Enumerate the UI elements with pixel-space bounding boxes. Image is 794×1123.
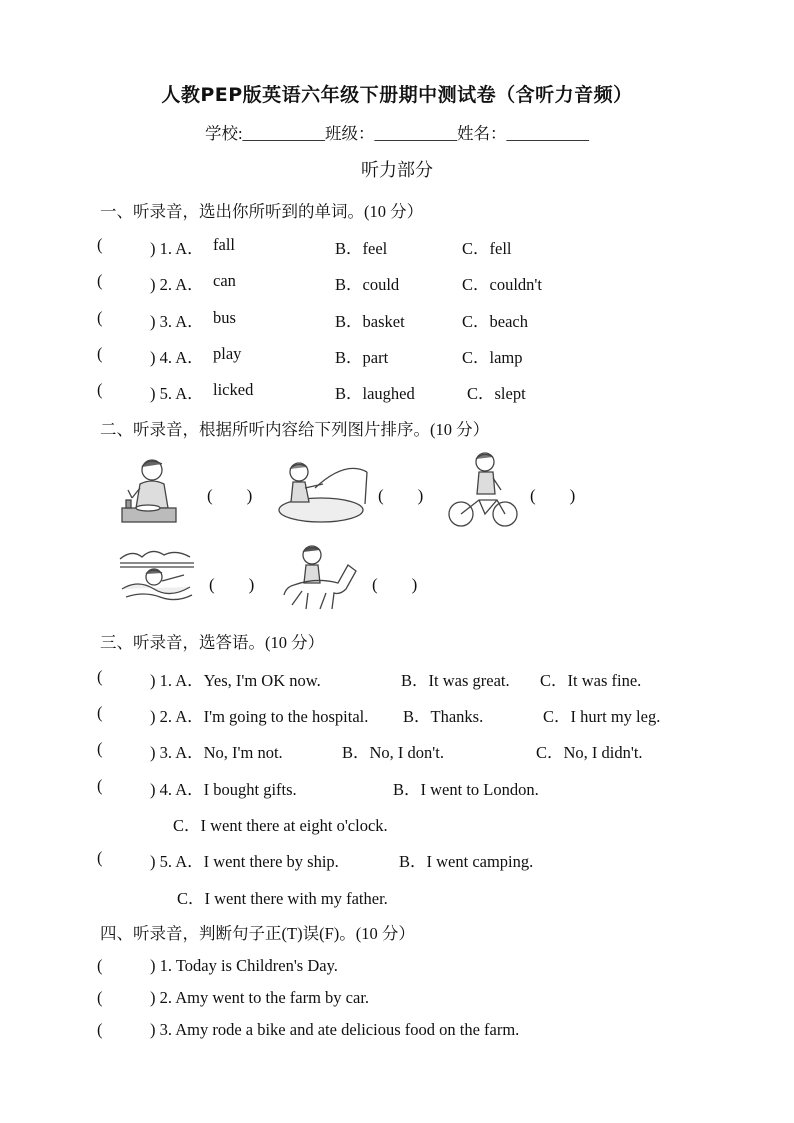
option-a-line: ) 3. A．No, I'm not. (150, 743, 283, 762)
order-slot-3[interactable]: ( ) (530, 486, 576, 505)
answer-paren[interactable]: ( (97, 308, 103, 327)
section2-heading: 二、听录音，根据所听内容给下列图片排序。(10 分） (100, 420, 490, 439)
option-c: C．couldn't (462, 275, 542, 294)
option-a: can (213, 271, 236, 290)
option-b: B．It was great. (401, 671, 510, 690)
question-number: ) 2. A． (150, 275, 204, 294)
answer-paren[interactable]: ( (97, 988, 103, 1007)
option-a: bus (213, 308, 236, 327)
option-c: C．fell (462, 239, 512, 258)
option-b: B．laughed (335, 384, 415, 403)
section1-heading: 一、听录音，选出你所听到的单词。(10 分） (100, 202, 424, 221)
answer-paren[interactable]: ( (97, 1020, 103, 1039)
boy-riding-bike-picture (445, 450, 521, 530)
order-slot-4[interactable]: ( ) (209, 575, 255, 594)
option-c: C．It was fine. (540, 671, 642, 690)
option-c: C．I went there with my father. (177, 889, 388, 908)
option-c: C．lamp (462, 348, 523, 367)
answer-paren[interactable]: ( (97, 739, 103, 758)
option-a-line: ) 2. A．I'm going to the hospital. (150, 707, 369, 726)
answer-paren[interactable]: ( (97, 271, 103, 290)
option-c: C．slept (467, 384, 526, 403)
option-b: B．part (335, 348, 389, 367)
option-c: C．beach (462, 312, 528, 331)
student-info-line: 学校:__________班级：__________姓名：__________ (204, 124, 590, 143)
answer-paren[interactable]: ( (97, 344, 103, 363)
option-c: C．No, I didn't. (536, 743, 643, 762)
order-slot-5[interactable]: ( ) (372, 575, 418, 594)
statement-text: ) 2. Amy went to the farm by car. (150, 988, 370, 1007)
boy-swimming-picture (118, 545, 198, 607)
answer-paren[interactable]: ( (97, 703, 103, 722)
part-heading: 听力部分 (361, 160, 433, 180)
statement-text: ) 1. Today is Children's Day. (150, 956, 338, 975)
option-a: play (213, 344, 242, 363)
option-b: B．I went to London. (393, 780, 539, 799)
question-number: ) 4. A． (150, 348, 204, 367)
order-slot-2[interactable]: ( ) (378, 486, 424, 505)
answer-paren[interactable]: ( (97, 235, 103, 254)
section3-heading: 三、听录音，选答语。(10 分） (100, 633, 325, 652)
answer-paren[interactable]: ( (97, 848, 103, 867)
option-b: B．could (335, 275, 400, 294)
boy-fishing-picture (275, 458, 373, 524)
option-a: licked (213, 380, 254, 399)
option-b: B．No, I don't. (342, 743, 444, 762)
option-c: C．I went there at eight o'clock. (173, 816, 388, 835)
option-a-line: ) 4. A．I bought gifts. (150, 780, 297, 799)
section4-heading: 四、听录音，判断句子正(T)误(F)。(10 分） (100, 924, 415, 943)
option-a-line: ) 1. A．Yes, I'm OK now. (150, 671, 321, 690)
answer-paren[interactable]: ( (97, 380, 103, 399)
option-a: fall (213, 235, 235, 254)
option-b: B．basket (335, 312, 405, 331)
question-number: ) 3. A． (150, 312, 204, 331)
answer-paren[interactable]: ( (97, 956, 103, 975)
statement-text: ) 3. Amy rode a bike and ate delicious food on the farm. (150, 1020, 520, 1039)
order-slot-1[interactable]: ( ) (207, 486, 253, 505)
boy-riding-horse-picture (280, 543, 360, 615)
question-number: ) 1. A． (150, 239, 204, 258)
answer-paren[interactable]: ( (97, 776, 103, 795)
option-b: B．I went camping. (399, 852, 534, 871)
boy-eating-picture (118, 452, 180, 524)
page-title: 人教PEP版英语六年级下册期中测试卷（含听力音频） (161, 84, 633, 106)
option-a-line: ) 5. A．I went there by ship. (150, 852, 339, 871)
option-b: B．Thanks. (403, 707, 484, 726)
question-number: ) 5. A． (150, 384, 204, 403)
option-b: B．feel (335, 239, 388, 258)
answer-paren[interactable]: ( (97, 667, 103, 686)
option-c: C．I hurt my leg. (543, 707, 661, 726)
